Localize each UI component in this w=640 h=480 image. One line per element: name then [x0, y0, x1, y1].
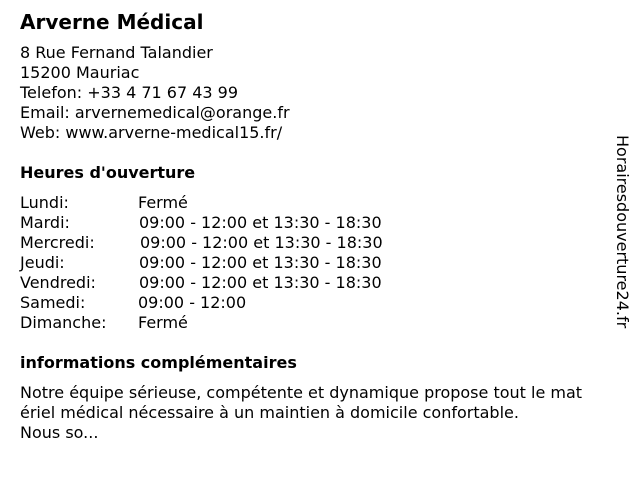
hours-row-tuesday [20, 213, 440, 233]
address-city: 15200 Mauriac [20, 63, 140, 82]
website-url: Web: www.arverne-medical15.fr/ [20, 123, 283, 142]
hours-row-wednesday [20, 233, 440, 253]
hours-row-thursday [20, 253, 440, 273]
address-street: 8 Rue Fernand Talandier [20, 43, 213, 62]
hours-heading: Heures d'ouverture [20, 163, 196, 182]
hours-row-sunday [20, 313, 440, 333]
watermark-text: Horairesdouverture24.fr [613, 135, 632, 329]
business-name: Arverne Médical [20, 10, 204, 34]
day-hours: 09:00 - 12:00 [138, 293, 247, 312]
day-hours: Fermé [138, 313, 188, 332]
day-label: Lundi: [20, 193, 69, 212]
day-label: Mardi: [20, 213, 70, 232]
day-label: Jeudi: [20, 253, 65, 272]
description-line: ériel médical nécessaire à un maintien à domicile confortable. [20, 403, 519, 422]
day-label: Mercredi: [20, 233, 95, 252]
day-hours: 09:00 - 12:00 et 13:30 - 18:30 [139, 253, 382, 272]
contact-block [20, 43, 290, 143]
hours-table [20, 193, 440, 333]
description-line: Nous so... [20, 423, 99, 442]
day-hours: Fermé [138, 193, 188, 212]
description-line: Notre équipe sérieuse, compétente et dynamique propose tout le mat [20, 383, 583, 402]
day-hours: 09:00 - 12:00 et 13:30 - 18:30 [139, 273, 382, 292]
day-hours: 09:00 - 12:00 et 13:30 - 18:30 [140, 233, 383, 252]
hours-row-saturday [20, 293, 440, 313]
day-label: Dimanche: [20, 313, 107, 332]
hours-row-friday [20, 273, 440, 293]
hours-row-monday [20, 193, 440, 213]
phone-number: Telefon: +33 4 71 67 43 99 [20, 83, 239, 102]
info-heading: informations complémentaires [20, 353, 297, 372]
day-label: Samedi: [20, 293, 86, 312]
day-label: Vendredi: [20, 273, 96, 292]
email-address: Email: arvernemedical@orange.fr [20, 103, 290, 122]
description-text [20, 383, 620, 443]
day-hours: 09:00 - 12:00 et 13:30 - 18:30 [139, 213, 382, 232]
